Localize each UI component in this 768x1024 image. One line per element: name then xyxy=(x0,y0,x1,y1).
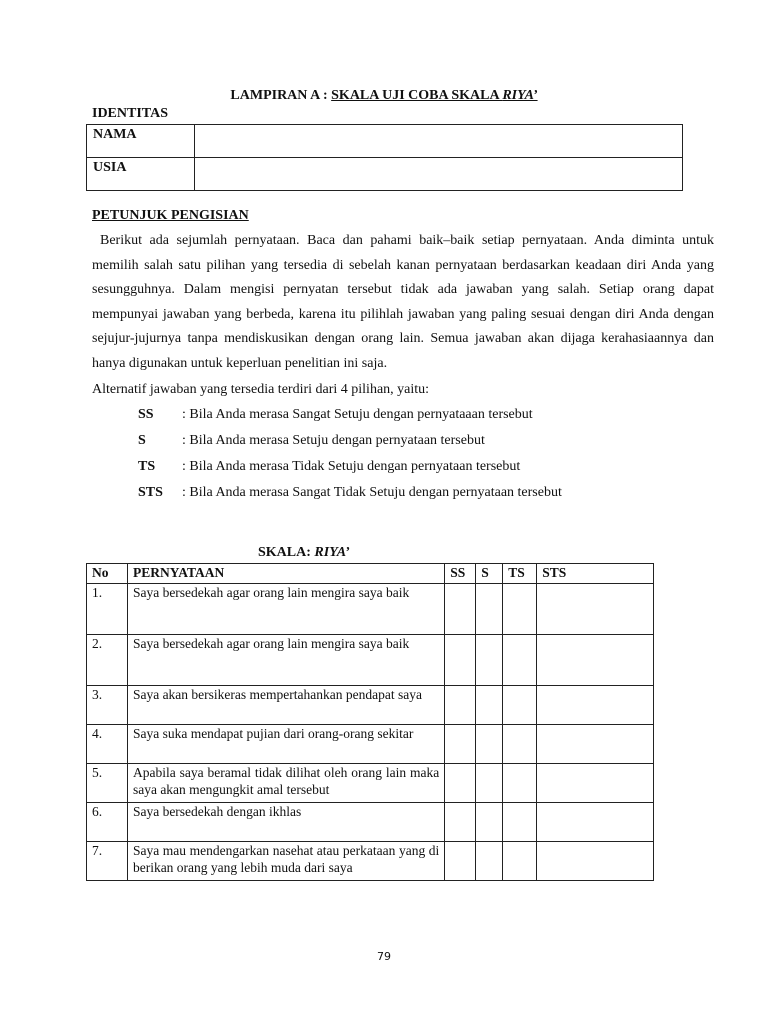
scale-title xyxy=(258,545,350,561)
answer-sts-cell[interactable] xyxy=(537,842,654,881)
answer-ss-cell[interactable] xyxy=(445,764,476,803)
answer-s-cell[interactable] xyxy=(476,686,503,725)
answer-s-cell[interactable] xyxy=(476,725,503,764)
petunjuk-paragraph: Berikut ada sejumlah pernyataan. Baca dan pahami baik–baik setiap pernyataan. Anda diminta untuk memilih salah satu pilihan yang tersedia di sebelah kanan pernyataan berdasarkan keadaan diri Anda yang sesungguhnya. Dalam mengisi pernyatan tersebut tidak ada jawaban yang salah. Setiap orang dapat mempunyai jawaban yang berbeda, karena itu pilihlah jawaban yang paling sesuai dengan diri Anda dengan sejujur-jujurnya tanpa mendiskusikan dengan orang lain. Semua jawaban akan dijaga kerahasiaannya dan hanya digunakan untuk keperluan penelitian ini saja. xyxy=(92,233,714,371)
answer-ss-cell[interactable] xyxy=(445,584,476,635)
header-ts: TS xyxy=(503,564,537,584)
row-no: 7. xyxy=(87,842,128,881)
title-underlined-text: SKALA UJI COBA SKALA xyxy=(331,88,503,103)
row-statement: Saya bersedekah agar orang lain mengira saya baik xyxy=(127,584,444,635)
row-no: 5. xyxy=(87,764,128,803)
answer-s-cell[interactable] xyxy=(476,842,503,881)
row-no: 3. xyxy=(87,686,128,725)
identitas-row-usia xyxy=(87,158,683,191)
header-sts: STS xyxy=(537,564,654,584)
header-ss: SS xyxy=(445,564,476,584)
answer-sts-cell[interactable] xyxy=(537,803,654,842)
identitas-row-nama xyxy=(87,125,683,158)
answer-sts-cell[interactable] xyxy=(537,725,654,764)
row-statement: Saya mau mendengarkan nasehat atau perkataan yang di berikan orang yang lebih muda dari saya xyxy=(127,842,444,881)
answer-ss-cell[interactable] xyxy=(445,725,476,764)
answer-s-cell[interactable] xyxy=(476,635,503,686)
answer-s-cell[interactable] xyxy=(476,803,503,842)
option-code: TS xyxy=(138,459,156,474)
header-statement: PERNYATAAN xyxy=(127,564,444,584)
row-statement: Apabila saya beramal tidak dilihat oleh orang lain maka saya akan mengungkit amal tersebut xyxy=(127,764,444,803)
option-desc: : Bila Anda merasa Setuju dengan pernyataan tersebut xyxy=(182,433,485,448)
alternatif-intro: Alternatif jawaban yang tersedia terdiri dari 4 pilihan, yaitu: xyxy=(92,382,430,397)
answer-ts-cell[interactable] xyxy=(503,803,537,842)
answer-ts-cell[interactable] xyxy=(503,635,537,686)
option-code: STS xyxy=(138,485,163,500)
scale-table xyxy=(86,563,654,881)
option-desc: : Bila Anda merasa Tidak Setuju dengan pernyataan tersebut xyxy=(182,459,521,474)
row-statement: Saya bersedekah dengan ikhlas xyxy=(127,803,444,842)
option-desc: : Bila Anda merasa Sangat Setuju dengan pernyataaan tersebut xyxy=(182,407,533,422)
option-desc: : Bila Anda merasa Sangat Tidak Setuju dengan pernyataan tersebut xyxy=(182,485,562,500)
table-row xyxy=(87,584,654,635)
usia-field[interactable] xyxy=(195,158,683,191)
answer-ts-cell[interactable] xyxy=(503,725,537,764)
document-title xyxy=(0,88,768,104)
header-s: S xyxy=(476,564,503,584)
option-s xyxy=(138,431,485,451)
answer-sts-cell[interactable] xyxy=(537,686,654,725)
answer-sts-cell[interactable] xyxy=(537,635,654,686)
row-no: 2. xyxy=(87,635,128,686)
answer-ts-cell[interactable] xyxy=(503,584,537,635)
answer-s-cell[interactable] xyxy=(476,584,503,635)
answer-ts-cell[interactable] xyxy=(503,764,537,803)
answer-ts-cell[interactable] xyxy=(503,842,537,881)
answer-ss-cell[interactable] xyxy=(445,803,476,842)
row-statement: Saya suka mendapat pujian dari orang-orang sekitar xyxy=(127,725,444,764)
table-row xyxy=(87,803,654,842)
row-no: 6. xyxy=(87,803,128,842)
petunjuk-paragraph-block xyxy=(92,229,714,377)
petunjuk-heading: PETUNJUK PENGISIAN xyxy=(92,208,249,223)
answer-ss-cell[interactable] xyxy=(445,842,476,881)
page-number: 79 xyxy=(377,950,391,963)
table-row xyxy=(87,635,654,686)
answer-sts-cell[interactable] xyxy=(537,584,654,635)
table-row xyxy=(87,686,654,725)
option-ts xyxy=(138,457,520,477)
answer-ss-cell[interactable] xyxy=(445,635,476,686)
scale-title-italic: RIYA’ xyxy=(314,545,350,560)
identitas-table xyxy=(86,124,683,191)
nama-field[interactable] xyxy=(195,125,683,158)
row-statement: Saya akan bersikeras mempertahankan pendapat saya xyxy=(127,686,444,725)
scale-title-prefix: SKALA: xyxy=(258,545,315,560)
table-row xyxy=(87,764,654,803)
scale-header-row xyxy=(87,564,654,584)
nama-label: NAMA xyxy=(87,125,195,158)
usia-label: USIA xyxy=(87,158,195,191)
title-prefix: LAMPIRAN A : xyxy=(230,88,332,103)
table-row xyxy=(87,842,654,881)
row-no: 1. xyxy=(87,584,128,635)
header-no: No xyxy=(87,564,128,584)
option-code: SS xyxy=(138,407,154,422)
row-no: 4. xyxy=(87,725,128,764)
identitas-heading: IDENTITAS xyxy=(92,106,168,121)
option-ss xyxy=(138,405,533,425)
title-italic: RIYA’ xyxy=(502,88,538,103)
answer-sts-cell[interactable] xyxy=(537,764,654,803)
option-code: S xyxy=(138,433,146,448)
row-statement: Saya bersedekah agar orang lain mengira saya baik xyxy=(127,635,444,686)
table-row xyxy=(87,725,654,764)
title-underlined xyxy=(331,88,537,103)
option-sts xyxy=(138,483,562,503)
answer-ss-cell[interactable] xyxy=(445,686,476,725)
answer-ts-cell[interactable] xyxy=(503,686,537,725)
answer-s-cell[interactable] xyxy=(476,764,503,803)
